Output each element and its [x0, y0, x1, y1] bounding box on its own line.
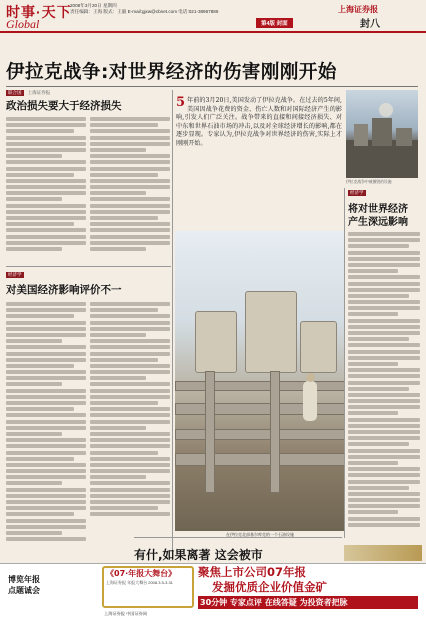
right-col-text: [348, 232, 420, 542]
ad-left-line1: 博览年报: [8, 575, 40, 584]
left-bottom-heading: 对美国经济影响评价不一: [6, 284, 122, 296]
left-top-tag-label: 联合国: [8, 90, 22, 95]
left-bottom-col2: [90, 302, 170, 532]
left-divider: [6, 266, 171, 267]
masthead: [0, 0, 426, 30]
ad-left-line2: 点题诚会: [8, 586, 40, 595]
right-tag: [348, 190, 369, 196]
lead-dropcap: 5: [176, 95, 186, 110]
section-en-title: Global: [6, 17, 40, 31]
right-tag-label: 经济学: [350, 190, 364, 195]
left-top-col2: [90, 117, 170, 259]
feature-label: 封八: [360, 19, 380, 30]
photo-oil-facility: [175, 231, 345, 531]
page-headline: 伊拉克战争:对世界经济的伤害刚刚开始: [6, 62, 337, 83]
column-divider-left: [172, 90, 173, 560]
brand-logo: 上海证券报: [338, 5, 378, 14]
ad-footer: 上海证券报 中国证券网: [104, 611, 148, 616]
ad-main-line2: 发掘优质企业价值金矿: [212, 580, 327, 594]
photo-oil-facility-caption: 在伊拉克北部基尔库克的一个石油设施: [226, 532, 294, 537]
left-top-col1: [6, 117, 86, 259]
date-line: 2008年3月20日 星期四: [70, 3, 117, 8]
editor-line: 责任编辑：王海 版式：王毅 E-mail:gjxw@cbnet.com 电话:021-38967886: [70, 9, 219, 14]
top-rule: [0, 31, 426, 33]
left-bottom-col1: [6, 302, 86, 557]
lower-story-heading: 有什,如果离著 这会被市: [134, 548, 263, 562]
ad-left-text: [8, 574, 40, 596]
photo-top-right: [346, 90, 418, 178]
right-heading-line2: 产生深远影响: [348, 217, 408, 228]
left-bottom-tag: [6, 272, 27, 278]
right-heading-line1: 将对世界经济: [348, 204, 408, 215]
photo-bottom-right: [344, 545, 422, 561]
lead-text: 年前的3月20日,美国发动了伊拉克战争。在过去的5年间,美国因战争花费的资金、伤亡人数和对国际经济产生的影响,引发人们广泛关注。战争带来的直接和间接经济损失、对中东和世界石油市场的冲击,以及对全球经济增长的影响,都在逐步显现。专家认为,伊拉克战争对世界经济的伤害,实际上才刚刚开始。: [176, 97, 342, 147]
headline-rule: [6, 86, 418, 87]
ad-logo-subtext: 上海证券报 年报大舞台 2008.3.5-3.31: [106, 580, 173, 585]
left-top-tag: [6, 90, 50, 96]
ad-logo-text: 《07·年报大舞台》: [106, 569, 177, 578]
lead-paragraph: [176, 97, 342, 223]
section-title: 时事·天下: [6, 4, 72, 20]
photo-top-right-caption: 伊拉克战争中被摧毁的设施: [346, 180, 392, 184]
column-divider-right: [344, 188, 345, 538]
left-top-heading: 政治损失要大于经济损失: [6, 100, 122, 112]
left-bottom-tag-label: 经济学: [8, 272, 22, 277]
ad-main-line1: 聚焦上市公司07年报: [198, 565, 307, 579]
ad-strip-text: 30分钟 专家点评 在线答疑 为投资者把脉: [200, 598, 348, 607]
left-top-source: 上海证券报: [27, 90, 51, 95]
edition-badge: 第4版 封面: [256, 18, 293, 28]
